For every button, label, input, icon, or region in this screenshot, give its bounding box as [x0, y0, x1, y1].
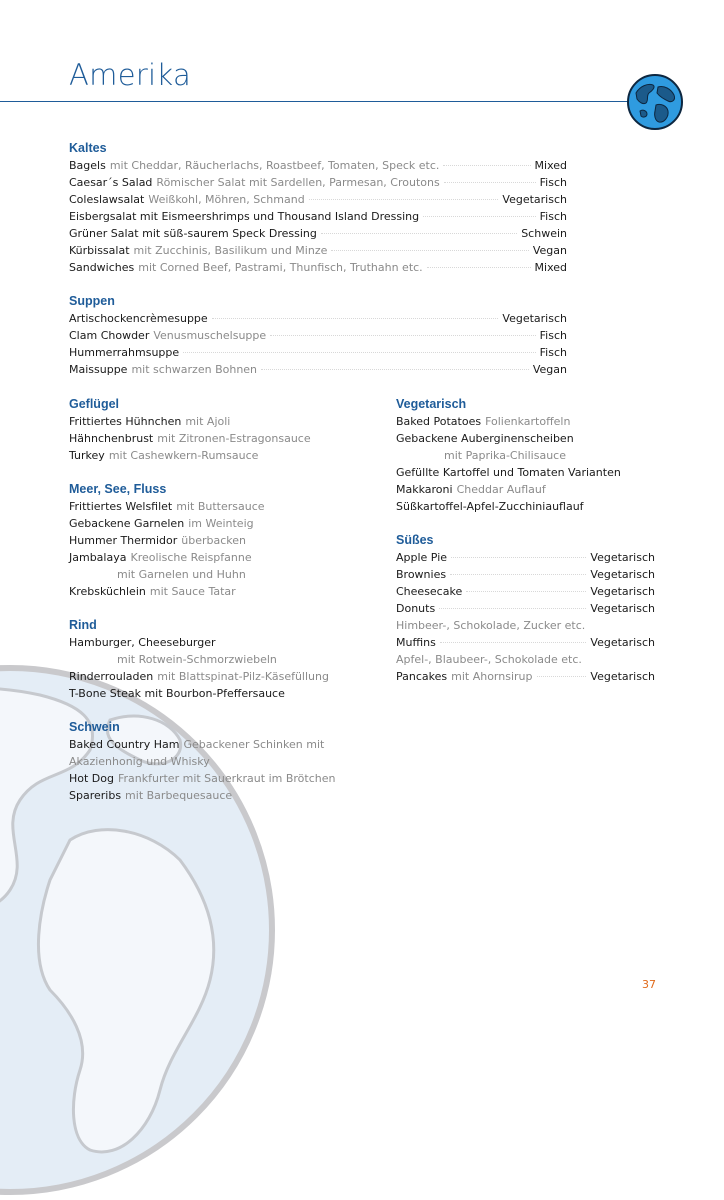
- menu-item: [396, 481, 655, 498]
- diet-tag: Vegetarisch: [590, 551, 655, 564]
- dish-description: mit Cheddar, Räucherlachs, Roastbeef, Tomaten, Speck etc.: [109, 159, 440, 172]
- menu-item-continuation: [69, 753, 369, 770]
- menu-item: [69, 310, 567, 327]
- dish-name: Clam Chowder: [69, 329, 150, 342]
- diet-tag: Vegetarisch: [502, 193, 567, 206]
- dish-description: Akazienhonig und Whisky: [69, 755, 210, 768]
- dish-description: mit Sauce Tatar: [149, 585, 236, 598]
- section-title: Kaltes: [69, 141, 107, 155]
- leader-dots: [443, 165, 530, 166]
- menu-item: [69, 208, 567, 225]
- menu-item: [69, 498, 369, 515]
- leader-dots: [444, 182, 536, 183]
- diet-tag: Vegetarisch: [590, 636, 655, 649]
- menu-item: [69, 770, 369, 787]
- section-suppen: [69, 293, 567, 378]
- dish-name: Hot Dog: [69, 772, 114, 785]
- diet-tag: Fisch: [539, 346, 567, 359]
- page-title: Amerika: [69, 58, 192, 92]
- dish-name: Kürbissalat: [69, 244, 130, 257]
- dish-description: mit Corned Beef, Pastrami, Thunfisch, Truthahn etc.: [138, 261, 423, 274]
- diet-tag: Mixed: [534, 159, 567, 172]
- diet-tag: Vegan: [532, 363, 567, 376]
- menu-item-continuation: [396, 447, 655, 464]
- dish-name: Gebackene Garnelen: [69, 517, 185, 530]
- dish-name: T-Bone Steak mit Bourbon-Pfeffersauce: [69, 687, 285, 700]
- dish-name: Gebackene Auberginenscheiben: [396, 432, 574, 445]
- dish-name: Pancakes: [396, 670, 448, 683]
- dish-name: Hähnchenbrust: [69, 432, 154, 445]
- dish-name: Eisbergsalat mit Eismeershrimps und Thousand Island Dressing: [69, 210, 420, 223]
- title-divider: [0, 101, 640, 102]
- dish-description: Kreolische Reispfanne: [130, 551, 252, 564]
- dish-name: Rinderrouladen: [69, 670, 154, 683]
- menu-item-continuation: [69, 651, 369, 668]
- dish-name: Muffins: [396, 636, 436, 649]
- dish-description: mit Buttersauce: [176, 500, 265, 513]
- dish-name: Cheesecake: [396, 585, 463, 598]
- section-vegetarisch: [396, 396, 655, 515]
- menu-item: [69, 413, 369, 430]
- leader-dots: [331, 250, 528, 251]
- diet-tag: Mixed: [534, 261, 567, 274]
- dish-description: mit Rotwein-Schmorzwiebeln: [117, 653, 277, 666]
- menu-item: [69, 327, 567, 344]
- menu-item: [69, 344, 567, 361]
- diet-tag: Vegetarisch: [502, 312, 567, 325]
- diet-tag: Fisch: [539, 210, 567, 223]
- section-suesses: [396, 532, 655, 685]
- dish-name: Krebsküchlein: [69, 585, 146, 598]
- diet-tag: Vegetarisch: [590, 585, 655, 598]
- dish-description: Frankfurter mit Sauerkraut im Brötchen: [118, 772, 336, 785]
- leader-dots: [466, 591, 586, 592]
- menu-item: [69, 259, 567, 276]
- section-title: Süßes: [396, 533, 434, 547]
- leader-dots: [427, 267, 531, 268]
- menu-item: [69, 685, 369, 702]
- menu-item: [69, 157, 567, 174]
- dish-description: überbacken: [181, 534, 246, 547]
- dish-name: Grüner Salat mit süß-saurem Speck Dressing: [69, 227, 317, 240]
- menu-item: [69, 736, 369, 753]
- dish-description: mit Paprika-Chilisauce: [444, 449, 566, 462]
- section-title: Meer, See, Fluss: [69, 482, 167, 496]
- page-number: 37: [642, 978, 656, 991]
- section-meer: [69, 481, 369, 600]
- section-title: Suppen: [69, 294, 115, 308]
- dish-description: im Weinteig: [188, 517, 254, 530]
- leader-dots: [321, 233, 517, 234]
- leader-dots: [440, 642, 587, 643]
- menu-item-continuation: [69, 566, 369, 583]
- leader-dots: [423, 216, 536, 217]
- dish-name: Hamburger, Cheeseburger: [69, 636, 216, 649]
- dish-name: Hummer Thermidor: [69, 534, 178, 547]
- menu-item-continuation: [396, 651, 655, 668]
- menu-item-continuation: [396, 617, 655, 634]
- dish-description: mit Garnelen und Huhn: [117, 568, 246, 581]
- menu-column-left: [69, 396, 369, 804]
- menu-item: [69, 225, 567, 242]
- dish-name: Hummerrahmsuppe: [69, 346, 180, 359]
- menu-item: [69, 668, 369, 685]
- globe-icon: [626, 73, 684, 131]
- menu-item: [396, 566, 655, 583]
- diet-tag: Vegetarisch: [590, 670, 655, 683]
- dish-name: Jambalaya: [69, 551, 127, 564]
- dish-description: mit Barbequesauce: [125, 789, 233, 802]
- dish-name: Süßkartoffel-Apfel-Zucchiniauflauf: [396, 500, 584, 513]
- dish-name: Bagels: [69, 159, 106, 172]
- diet-tag: Schwein: [521, 227, 567, 240]
- dish-name: Sandwiches: [69, 261, 135, 274]
- menu-item: [396, 668, 655, 685]
- menu-item: [396, 634, 655, 651]
- dish-name: Donuts: [396, 602, 436, 615]
- menu-item: [396, 413, 655, 430]
- leader-dots: [439, 608, 586, 609]
- leader-dots: [537, 676, 587, 677]
- leader-dots: [309, 199, 499, 200]
- dish-name: Artischockencrèmesuppe: [69, 312, 208, 325]
- dish-description: Cheddar Auflauf: [456, 483, 546, 496]
- dish-description: Folienkartoffeln: [485, 415, 571, 428]
- dish-description: Apfel-, Blaubeer-, Schokolade etc.: [396, 653, 582, 666]
- section-schwein: [69, 719, 369, 804]
- menu-column-right: [396, 396, 655, 685]
- section-title: Vegetarisch: [396, 397, 467, 411]
- menu-item: [69, 242, 567, 259]
- dish-description: Römischer Salat mit Sardellen, Parmesan, Croutons: [156, 176, 440, 189]
- section-kaltes: [69, 140, 567, 276]
- dish-name: Brownies: [396, 568, 447, 581]
- dish-description: mit Blattspinat-Pilz-Käsefüllung: [157, 670, 329, 683]
- dish-name: Frittiertes Hühnchen: [69, 415, 182, 428]
- diet-tag: Vegan: [532, 244, 567, 257]
- dish-name: Caesar´s Salad: [69, 176, 153, 189]
- menu-item: [69, 191, 567, 208]
- diet-tag: Fisch: [539, 176, 567, 189]
- dish-name: Coleslawsalat: [69, 193, 145, 206]
- menu-item: [69, 515, 369, 532]
- menu-item: [396, 549, 655, 566]
- menu-item: [69, 174, 567, 191]
- dish-name: Baked Country Ham: [69, 738, 180, 751]
- leader-dots: [451, 557, 586, 558]
- section-title: Rind: [69, 618, 97, 632]
- leader-dots: [450, 574, 586, 575]
- menu-item: [69, 583, 369, 600]
- dish-description: mit Ajoli: [185, 415, 231, 428]
- menu-item: [396, 498, 655, 515]
- dish-name: Spareribs: [69, 789, 122, 802]
- dish-name: Makkaroni: [396, 483, 453, 496]
- dish-description: mit Cashewkern-Rumsauce: [108, 449, 259, 462]
- menu-item: [396, 464, 655, 481]
- dish-description: mit schwarzen Bohnen: [131, 363, 258, 376]
- dish-description: Venusmuschelsuppe: [153, 329, 267, 342]
- menu-item: [396, 430, 655, 447]
- menu-item: [396, 583, 655, 600]
- section-title: Geflügel: [69, 397, 120, 411]
- menu-item: [69, 787, 369, 804]
- leader-dots: [212, 318, 499, 319]
- section-gefluegel: [69, 396, 369, 464]
- dish-name: Maissuppe: [69, 363, 128, 376]
- menu-item: [69, 549, 369, 566]
- menu-item: [69, 447, 369, 464]
- dish-description: mit Zucchinis, Basilikum und Minze: [133, 244, 328, 257]
- diet-tag: Vegetarisch: [590, 568, 655, 581]
- dish-name: Turkey: [69, 449, 105, 462]
- menu-item: [396, 600, 655, 617]
- menu-item: [69, 430, 369, 447]
- diet-tag: Fisch: [539, 329, 567, 342]
- leader-dots: [270, 335, 536, 336]
- dish-description: Gebackener Schinken mit: [183, 738, 325, 751]
- dish-name: Baked Potatoes: [396, 415, 482, 428]
- menu-item: [69, 361, 567, 378]
- dish-name: Apple Pie: [396, 551, 448, 564]
- leader-dots: [183, 352, 536, 353]
- diet-tag: Vegetarisch: [590, 602, 655, 615]
- section-title: Schwein: [69, 720, 120, 734]
- dish-description: Weißkohl, Möhren, Schmand: [148, 193, 305, 206]
- dish-description: Himbeer-, Schokolade, Zucker etc.: [396, 619, 586, 632]
- leader-dots: [261, 369, 529, 370]
- menu-item: [69, 532, 369, 549]
- menu-item: [69, 634, 369, 651]
- section-rind: [69, 617, 369, 702]
- dish-description: mit Ahornsirup: [451, 670, 533, 683]
- dish-description: mit Zitronen-Estragonsauce: [157, 432, 311, 445]
- menu-column-top: [69, 140, 567, 378]
- dish-name: Gefüllte Kartoffel und Tomaten Varianten: [396, 466, 621, 479]
- dish-name: Frittiertes Welsfilet: [69, 500, 173, 513]
